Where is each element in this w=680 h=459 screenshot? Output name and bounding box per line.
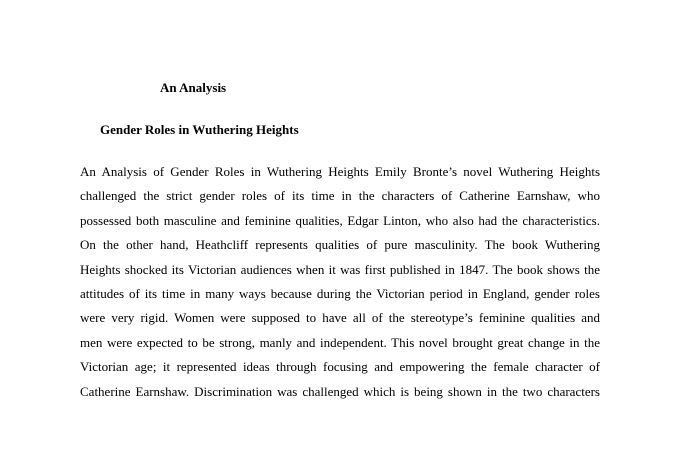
body-line: Victorian age; it represented ideas through focusing and empowering the female character of xyxy=(80,359,600,375)
body-line: Catherine Earnshaw. Discrimination was challenged which is being shown in the two characters xyxy=(80,383,600,399)
body-line: An Analysis of Gender Roles in Wuthering Heights Emily Bronte’s novel Wuthering Heights xyxy=(80,164,600,179)
body-line: men were expected to be strong, manly and independent. This novel brought great change in the xyxy=(80,334,600,350)
body-line: attitudes of its time in many ways because during the Victorian period in England, gender roles xyxy=(80,285,600,301)
body-line: challenged the strict gender roles of its time in the characters of Catherine Earnshaw, who xyxy=(80,188,600,204)
body-line: Heights shocked its Victorian audiences when it was first published in 1847. The book shows the xyxy=(80,261,600,277)
body-line: On the other hand, Heathcliff represents qualities of pure masculinity. The book Wuthering xyxy=(80,237,600,253)
body-line: were very rigid. Women were supposed to have all of the stereotype’s feminine qualities and xyxy=(80,310,600,326)
body-line: possessed both masculine and feminine qualities, Edgar Linton, who also had the characteristics. xyxy=(80,212,600,228)
document-subtitle: Gender Roles in Wuthering Heights xyxy=(100,122,299,137)
document-title: An Analysis xyxy=(160,80,227,95)
body-paragraph xyxy=(80,160,600,404)
